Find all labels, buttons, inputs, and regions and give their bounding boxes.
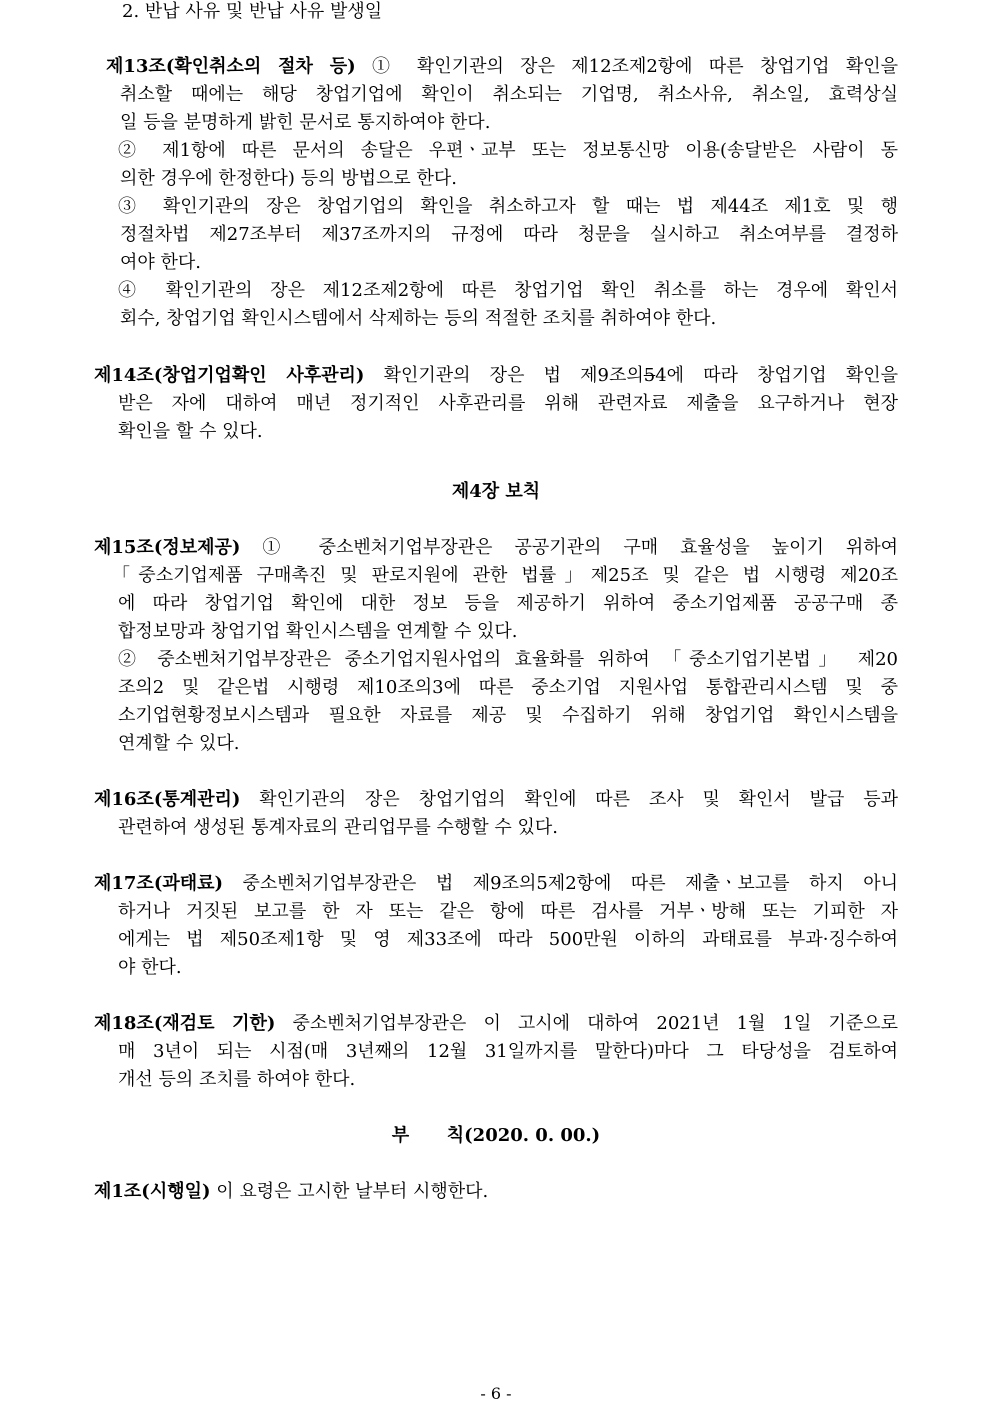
- article-18-line-1: 제18조(재검토 기한) 중소벤처기업부장관은 이 고시에 대하여 2021년 1월 1일 기준으로: [94, 1013, 898, 1034]
- article-18-line-2: 매 3년이 되는 시점(매 3년째의 12월 31일까지를 말한다)마다 그 타당성을 검토하여: [118, 1041, 898, 1062]
- article-13-para-2-line-2: 의한 경우에 한정한다) 등의 방법으로 한다.: [120, 168, 457, 189]
- article-13-para-3-line-2: 정절차법 제27조부터 제37조까지의 규정에 따라 청문을 실시하고 취소여부를 결정하: [120, 224, 898, 245]
- page-number: - 6 -: [480, 1384, 512, 1403]
- article-17-line-4: 야 한다.: [118, 957, 182, 978]
- article-18-line-3: 개선 등의 조치를 하여야 한다.: [118, 1069, 356, 1090]
- article-17-line-2: 하거나 거짓된 보고를 한 자 또는 같은 항에 따른 검사를 거부ㆍ방해 또는 기피한 자: [118, 901, 898, 922]
- article-13-line-1: 제13조(확인취소의 절차 등) ① 확인기관의 장은 제12조제2항에 따른 창업기업 확인을: [106, 56, 898, 77]
- article-17-line-1: 제17조(과태료) 중소벤처기업부장관은 법 제9조의5제2항에 따른 제출ㆍ보고를 하지 아니: [94, 873, 898, 894]
- article-13-para-3-line-1: ③ 확인기관의 장은 창업기업의 확인을 취소하고자 할 때는 법 제44조 제1호 및 행: [118, 196, 898, 217]
- article-15-heading: 제15조(정보제공): [94, 537, 241, 558]
- article-14-line-1: 제14조(창업기업확인 사후관리) 확인기관의 장은 법 제9조의54에 따라 창업기업 확인을: [94, 365, 898, 386]
- addendum-article-1: 제1조(시행일) 이 요령은 고시한 날부터 시행한다.: [94, 1181, 489, 1202]
- article-13-para-4-line-1: ④ 확인기관의 장은 제12조제2항에 따른 창업기업 확인 취소를 하는 경우에 확인서: [118, 280, 898, 301]
- article-13-para-4-line-2: 회수, 창업기업 확인시스템에서 삭제하는 등의 적절한 조치를 취하여야 한다.: [120, 308, 717, 329]
- article-15-para-2-line-2: 조의2 및 같은법 시행령 제10조의3에 따른 중소기업 지원사업 통합관리시스템 및 중: [118, 677, 898, 698]
- article-13-heading: 제13조(확인취소의 절차 등): [106, 56, 356, 77]
- article-15-line-4: 합정보망과 창업기업 확인시스템을 연계할 수 있다.: [118, 621, 518, 642]
- article-14-line-2: 받은 자에 대하여 매년 정기적인 사후관리를 위해 관련자료 제출을 요구하거나 현장: [118, 393, 898, 414]
- article-13-line-3: 일 등을 분명하게 밝힌 문서로 통지하여야 한다.: [120, 112, 491, 133]
- article-17-line-3: 에게는 법 제50조제1항 및 영 제33조에 따라 500만원 이하의 과태료를 부과·징수하여: [118, 929, 898, 950]
- list-item: [122, 0, 382, 26]
- article-15-para-2-line-3: 소기업현황정보시스템과 필요한 자료를 제공 및 수집하기 위해 창업기업 확인시스템을: [118, 705, 898, 726]
- article-13-para-2-line-1: ② 제1항에 따른 문서의 송달은 우편ㆍ교부 또는 정보통신망 이용(송달받은 사람이 동: [118, 140, 898, 161]
- addendum-article-1-heading: 제1조(시행일): [94, 1181, 211, 1202]
- article-15-line-1: 제15조(정보제공) ① 중소벤처기업부장관은 공공기관의 구매 효율성을 높이기 위하여: [94, 537, 898, 558]
- article-14-line-3: 확인을 할 수 있다.: [118, 421, 263, 442]
- article-14-heading: 제14조(창업기업확인 사후관리): [94, 365, 365, 386]
- chapter-heading: 제4장 보칙: [451, 481, 541, 502]
- article-15-line-3: 에 따라 창업기업 확인에 대한 정보 등을 제공하기 위하여 중소기업제품 공공구매 종: [118, 593, 898, 614]
- article-17-heading: 제17조(과태료): [94, 873, 224, 894]
- addendum-heading: 부 칙(2020. 0. 00.): [391, 1125, 601, 1146]
- article-16-heading: 제16조(통계관리): [94, 789, 241, 810]
- article-13-line-2: 취소할 때에는 해당 창업기업에 확인이 취소되는 기업명, 취소사유, 취소일, 효력상실: [120, 84, 898, 105]
- article-15-para-2-line-1: ② 중소벤처기업부장관은 중소기업지원사업의 효율화를 위하여 「중소기업기본법」 제20: [118, 649, 898, 670]
- article-16-line-2: 관련하여 생성된 통계자료의 관리업무를 수행할 수 있다.: [118, 817, 558, 838]
- article-18-heading: 제18조(재검토 기한): [94, 1013, 276, 1034]
- article-13-para-3-line-3: 여야 한다.: [120, 252, 201, 273]
- struck-text: 5: [643, 365, 656, 386]
- article-16-line-1: 제16조(통계관리) 확인기관의 장은 창업기업의 확인에 따른 조사 및 확인서 발급 등과: [94, 789, 898, 810]
- list-item-text: 2. 반납 사유 및 반납 사유 발생일: [122, 1, 383, 22]
- article-15-para-2-line-4: 연계할 수 있다.: [118, 733, 240, 754]
- article-15-line-2: 「중소기업제품 구매촉진 및 판로지원에 관한 법률」제25조 및 같은 법 시행령 제20조: [112, 565, 898, 586]
